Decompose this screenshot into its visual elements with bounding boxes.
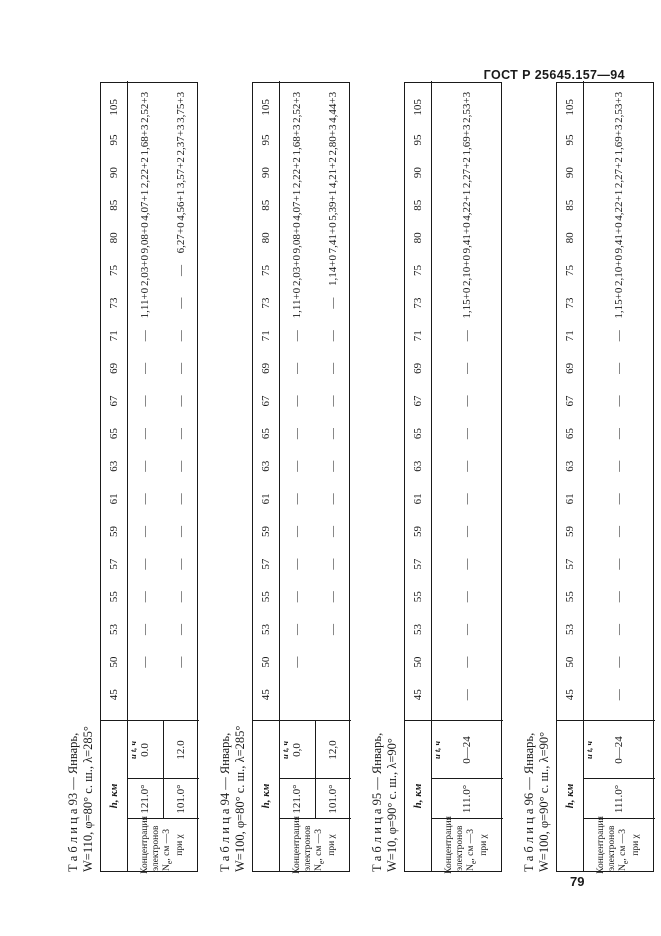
height-value: 71 [412,330,424,342]
concentration-value: — [291,591,303,603]
height-value: 53 [412,623,424,635]
height-value: 57 [108,558,120,570]
chi-value: 121.0° [291,784,303,814]
height-value: 61 [260,493,272,505]
concentration-value: — [327,526,339,538]
height-value: 73 [108,297,120,309]
height-value: 45 [260,689,272,701]
height-value: 57 [260,558,272,570]
height-value: 75 [412,264,424,276]
table-frame [252,82,350,872]
height-value: 71 [260,330,272,342]
height-value: 63 [564,460,576,472]
height-value: 105 [260,99,272,116]
concentration-value: 2,22+2 [291,157,303,189]
concentration-value: 2,37+3 [175,124,187,156]
concentration-value: — [291,656,303,668]
conc-label-line: при χ [174,834,185,856]
concentration-header [583,816,655,874]
concentration-value: — [175,264,187,276]
table-caption-title: Т а б л и ц а 96 — Январь, [522,732,536,872]
conc-label-line [151,819,175,871]
height-value: 95 [564,134,576,146]
height-value: 95 [108,134,120,146]
height-value: 50 [260,656,272,668]
concentration-value: 4,56+1 [175,189,187,221]
height-value: 90 [260,167,272,179]
height-value: 45 [108,689,120,701]
concentration-value: — [613,689,625,701]
concentration-value: — [291,460,303,472]
concentration-value: 4,44+3 [327,91,339,123]
concentration-value: 2,03+0 [291,255,303,286]
height-value: 67 [108,395,120,407]
concentration-value: — [291,558,303,570]
concentration-value: — [461,526,473,538]
concentration-value: — [327,330,339,342]
height-value: 50 [108,656,120,668]
height-value: 75 [564,264,576,276]
concentration-value: — [461,330,473,342]
height-value: 105 [564,99,576,116]
concentration-value: — [139,395,151,407]
concentration-value: — [175,591,187,603]
concentration-value: — [175,460,187,472]
conc-label-part: , см —3 [162,829,173,861]
concentration-value: — [327,493,339,505]
concentration-value: 2,52+3 [139,91,151,123]
time-value: 0,0 [291,743,303,757]
concentration-value: — [139,656,151,668]
concentration-value: 2,22+2 [139,157,151,189]
concentration-value: — [461,493,473,505]
height-value: 61 [564,493,576,505]
concentration-value: — [175,395,187,407]
concentration-value: — [327,591,339,603]
concentration-header [127,816,199,874]
conc-label-part: электронов N [151,825,173,871]
height-value: 59 [564,526,576,538]
height-value: 57 [412,558,424,570]
concentration-value: — [461,395,473,407]
concentration-value: — [327,558,339,570]
conc-label-subscript: e [164,860,174,865]
table-caption-title: Т а б л и ц а 93 — Январь, [66,732,80,872]
concentration-value: 2,10+0 [461,255,473,286]
height-column-header: h, км [260,783,272,809]
concentration-value: 7,41+0 [327,222,339,254]
concentration-value: 1,15+0 [613,287,625,319]
concentration-value: 9,41+0 [461,222,473,254]
concentration-value: 4,21+2 [327,157,339,189]
height-value: 75 [260,264,272,276]
concentration-value: 1,69+3 [613,124,625,156]
height-value: 67 [412,395,424,407]
concentration-value: 6,27+0 [175,222,187,254]
height-value: 61 [108,493,120,505]
height-value: 45 [564,689,576,701]
concentration-value: — [291,526,303,538]
time-header: и t, ч [128,741,138,759]
concentration-value: — [613,428,625,440]
table-caption-title: Т а б л и ц а 95 — Январь, [370,732,384,872]
height-column-header: h, км [564,783,576,809]
concentration-value: 4,22+1 [613,189,625,221]
height-value: 105 [108,99,120,116]
height-value: 45 [412,689,424,701]
concentration-value: 9,41+0 [613,222,625,254]
concentration-value: — [613,330,625,342]
time-value: 0—24 [613,736,625,764]
concentration-value: — [613,493,625,505]
concentration-value: — [613,656,625,668]
conc-label-part: электронов N [455,825,477,871]
time-header: и t, ч [584,741,594,759]
conc-label-line: при χ [326,834,337,856]
conc-label-line: Концентрация [596,816,607,874]
concentration-value: 1,69+3 [461,124,473,156]
height-value: 53 [564,623,576,635]
conc-label-line: Концентрация [292,816,303,874]
concentration-value: — [327,623,339,635]
concentration-value: — [175,623,187,635]
concentration-value: — [461,656,473,668]
height-value: 80 [412,232,424,244]
height-value: 65 [564,428,576,440]
height-value: 50 [412,656,424,668]
height-value: 73 [412,297,424,309]
height-value: 55 [412,591,424,603]
height-value: 69 [564,362,576,374]
concentration-header [431,816,503,874]
concentration-value: — [291,493,303,505]
concentration-value: — [291,623,303,635]
height-value: 50 [564,656,576,668]
height-value: 90 [108,167,120,179]
concentration-value: — [291,362,303,374]
concentration-value: — [175,297,187,309]
table-frame [556,82,654,872]
height-value: 63 [260,460,272,472]
concentration-value: 3,57+2 [175,157,187,189]
concentration-value: — [291,330,303,342]
concentration-value: 2,52+3 [291,91,303,123]
concentration-value: — [461,558,473,570]
time-value: 12,0 [327,740,339,760]
concentration-value: 1,68+3 [139,124,151,156]
concentration-value: — [175,428,187,440]
concentration-value: — [461,591,473,603]
concentration-value: — [461,689,473,701]
conc-label-subscript: e [620,860,630,865]
concentration-value: — [327,297,339,309]
conc-label-line [607,819,631,871]
conc-label-line [303,819,327,871]
height-value: 65 [412,428,424,440]
concentration-value: 3,75+3 [175,91,187,123]
concentration-value: — [291,428,303,440]
time-value: 0—24 [461,736,473,764]
concentration-value: — [327,460,339,472]
concentration-value: — [139,330,151,342]
conc-label-line: Концентрация [444,816,455,874]
height-value: 90 [564,167,576,179]
concentration-value: 4,22+1 [461,189,473,221]
height-value: 69 [412,362,424,374]
height-value: 65 [108,428,120,440]
concentration-value: — [175,656,187,668]
height-value: 105 [412,99,424,116]
table-frame [404,82,502,872]
height-value: 63 [108,460,120,472]
height-value: 80 [108,232,120,244]
time-value: 12.0 [175,740,187,760]
page-number: 79 [570,874,585,889]
concentration-value: — [175,362,187,374]
concentration-value: 1,14+0 [327,255,339,286]
concentration-value: — [139,623,151,635]
concentration-value: — [461,623,473,635]
concentration-value: 2,53+3 [461,91,473,123]
height-value: 69 [260,362,272,374]
concentration-value: — [139,428,151,440]
standard-header: ГОСТ Р 25645.157—94 [483,68,625,82]
concentration-value: — [613,460,625,472]
height-value: 71 [564,330,576,342]
concentration-value: — [613,623,625,635]
height-value: 55 [108,591,120,603]
concentration-value: — [175,526,187,538]
concentration-value: — [461,428,473,440]
height-value: 95 [260,134,272,146]
height-value: 59 [260,526,272,538]
conc-label-line [455,819,479,871]
height-value: 55 [260,591,272,603]
height-value: 53 [260,623,272,635]
concentration-value: — [139,526,151,538]
conc-label-subscript: e [468,860,478,865]
height-value: 61 [412,493,424,505]
height-value: 90 [412,167,424,179]
concentration-value: — [139,460,151,472]
concentration-value: 2,27+2 [613,157,625,189]
height-value: 69 [108,362,120,374]
conc-label-part: , см —3 [314,829,325,861]
concentration-value: 4,07+1 [139,189,151,221]
concentration-value: — [461,460,473,472]
concentration-value: — [175,558,187,570]
concentration-value: — [291,395,303,407]
concentration-value: — [327,362,339,374]
height-value: 85 [412,199,424,211]
concentration-value: — [613,558,625,570]
concentration-value: 2,80+3 [327,124,339,156]
concentration-value: — [139,362,151,374]
concentration-value: 1,15+0 [461,287,473,319]
time-value: 0.0 [139,743,151,757]
conc-label-part: , см —3 [618,829,629,861]
concentration-value: — [613,362,625,374]
concentration-value: 2,27+2 [461,157,473,189]
conc-label-part: электронов N [607,825,629,871]
concentration-value: 1,11+0 [139,287,151,319]
height-value: 95 [412,134,424,146]
chi-value: 121.0° [139,784,151,814]
concentration-value: 1,68+3 [291,124,303,156]
table-caption-params: W=100, φ=90° с. ш., λ=90° [537,731,551,872]
conc-label-line: Концентрация [140,816,151,874]
concentration-value: 4,07+1 [291,189,303,221]
chi-value: 111.0° [613,784,625,814]
conc-label-line: при χ [630,834,641,856]
height-value: 65 [260,428,272,440]
height-value: 59 [412,526,424,538]
concentration-value: — [327,428,339,440]
concentration-value: — [139,558,151,570]
height-value: 57 [564,558,576,570]
concentration-value: — [175,493,187,505]
height-value: 85 [260,199,272,211]
conc-label-line: при χ [478,834,489,856]
height-value: 85 [108,199,120,211]
chi-value: 111.0° [461,784,473,814]
height-column-header: h, км [412,783,424,809]
time-header: и t, ч [280,741,290,759]
conc-label-part: , см —3 [466,829,477,861]
table-frame [100,82,198,872]
concentration-value: — [139,493,151,505]
concentration-value: — [613,591,625,603]
height-value: 71 [108,330,120,342]
height-value: 80 [260,232,272,244]
concentration-value: — [327,395,339,407]
concentration-value: 2,03+0 [139,255,151,286]
height-value: 63 [412,460,424,472]
concentration-value: — [461,362,473,374]
height-value: 67 [564,395,576,407]
conc-label-subscript: e [316,860,326,865]
concentration-header [279,816,351,874]
table-caption-params: W=10, φ=90° с. ш., λ=90° [385,738,399,872]
concentration-value: — [613,395,625,407]
concentration-value: 9,08+0 [139,222,151,254]
height-value: 75 [108,264,120,276]
height-column-header: h, км [108,783,120,809]
height-value: 73 [260,297,272,309]
height-value: 85 [564,199,576,211]
concentration-value: 1,11+0 [291,287,303,319]
height-value: 67 [260,395,272,407]
height-value: 80 [564,232,576,244]
concentration-value: 9,08+0 [291,222,303,254]
concentration-value: — [139,591,151,603]
conc-label-part: электронов N [303,825,325,871]
time-header: и t, ч [432,741,442,759]
concentration-value: — [175,330,187,342]
chi-value: 101.0° [175,784,187,814]
height-value: 73 [564,297,576,309]
concentration-value: 2,10+0 [613,255,625,286]
concentration-value: 2,53+3 [613,91,625,123]
table-caption-title: Т а б л и ц а 94 — Январь, [218,732,232,872]
height-value: 55 [564,591,576,603]
table-caption-params: W=110, φ=80° с. ш., λ=285° [81,726,95,872]
height-value: 59 [108,526,120,538]
chi-value: 101.0° [327,784,339,814]
table-caption-params: W=100, φ=80° с. ш., λ=285° [233,725,247,872]
concentration-value: — [613,526,625,538]
height-value: 53 [108,623,120,635]
concentration-value: 5,39+1 [327,189,339,221]
